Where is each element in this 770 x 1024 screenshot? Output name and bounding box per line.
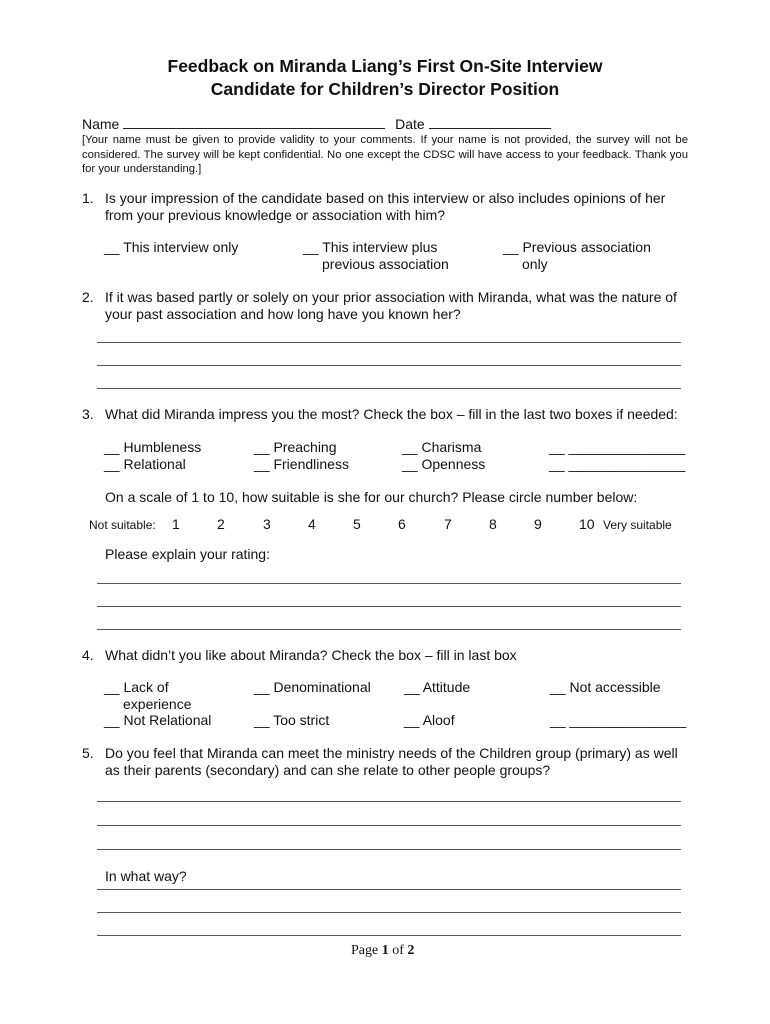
q3-option-relational[interactable]: __ Relational: [104, 456, 186, 472]
scale-option[interactable]: 8: [489, 516, 497, 532]
q2-text-line-2: your past association and how long have you known her?: [105, 306, 461, 322]
q3-option-preaching[interactable]: __ Preaching: [254, 439, 337, 455]
q4-option-aloof[interactable]: __ Aloof: [404, 712, 455, 728]
q4-option-blank[interactable]: __ _______________: [550, 712, 687, 728]
page-word: Page: [351, 943, 379, 958]
scale-option[interactable]: 4: [308, 516, 316, 532]
q4-option-not-relational[interactable]: __ Not Relational: [104, 712, 212, 728]
title-line-1: Feedback on Miranda Liang’s First On-Site Interview: [167, 56, 603, 76]
of-word: of: [392, 943, 404, 958]
name-label: Name: [82, 116, 120, 132]
q5-number: 5.: [82, 745, 94, 761]
q2-text-line-1: If it was based partly or solely on your prior association with Miranda, what was the nature of: [105, 289, 677, 305]
q3-option-blank-2[interactable]: __ _______________: [549, 456, 686, 472]
name-field[interactable]: [123, 128, 385, 129]
q1-option-interview-only[interactable]: __ This interview only: [104, 239, 239, 255]
q3-option-charisma[interactable]: __ Charisma: [402, 439, 482, 455]
q5-answer-line[interactable]: [97, 801, 681, 802]
q1-text-line-1: Is your impression of the candidate based on this interview or also includes opinions of her: [105, 190, 666, 206]
q1-option-interview-plus[interactable]: __ This interview plus: [303, 239, 438, 255]
q3-explain-label: Please explain your rating:: [105, 546, 270, 562]
q4-option-attitude[interactable]: __ Attitude: [404, 679, 471, 695]
q1-option-interview-plus-cont: previous association: [322, 256, 449, 272]
q4-text: What didn’t you like about Miranda? Check the box – fill in last box: [105, 647, 517, 663]
scale-option[interactable]: 6: [398, 516, 406, 532]
q4-option-lack-cont: experience: [123, 696, 192, 712]
q4-option-denominational[interactable]: __ Denominational: [254, 679, 371, 695]
scale-very-suitable-label: Very suitable: [603, 518, 672, 532]
q5-text-line-1: Do you feel that Miranda can meet the ministry needs of the Children group (primary) as well: [105, 745, 678, 761]
date-field[interactable]: [429, 128, 551, 129]
title-line-2: Candidate for Children’s Director Position: [210, 79, 560, 99]
q4-number: 4.: [82, 647, 94, 663]
q1-number: 1.: [82, 190, 94, 206]
q3-scale-prompt: On a scale of 1 to 10, how suitable is she for our church? Please circle number below:: [105, 489, 638, 505]
q5-in-what-way-label: In what way?: [105, 868, 187, 884]
q1-text-line-2: from your previous knowledge or association with him?: [105, 207, 446, 223]
q3-answer-line[interactable]: [97, 583, 681, 584]
q3-option-humbleness[interactable]: __ Humbleness: [104, 439, 202, 455]
page-number: 1: [381, 943, 389, 958]
date-label: Date: [395, 116, 425, 132]
q5-text-line-2: as their parents (secondary) and can she relate to other people groups?: [105, 762, 551, 778]
page-footer: [351, 943, 414, 959]
scale-option[interactable]: 10: [579, 516, 595, 532]
scale-option[interactable]: 2: [217, 516, 225, 532]
q5-way-answer-line[interactable]: [97, 935, 681, 936]
scale-option[interactable]: 5: [353, 516, 361, 532]
q5-way-answer-line[interactable]: [97, 912, 681, 913]
q3-answer-line[interactable]: [97, 606, 681, 607]
q5-way-answer-line[interactable]: [97, 889, 681, 890]
scale-option[interactable]: 1: [172, 516, 180, 532]
q2-answer-line[interactable]: [97, 388, 681, 389]
name-row: [82, 116, 551, 132]
scale-option[interactable]: 7: [444, 516, 452, 532]
q1-option-previous-cont: only: [522, 256, 548, 272]
q3-option-openness[interactable]: __ Openness: [402, 456, 486, 472]
scale-not-suitable-label: Not suitable:: [89, 518, 156, 532]
q4-option-lack-of-experience[interactable]: __ Lack of: [104, 679, 169, 695]
scale-option[interactable]: 9: [534, 516, 542, 532]
q3-option-friendliness[interactable]: __ Friendliness: [254, 456, 349, 472]
confidentiality-notice: [Your name must be given to provide validity to your comments. If your name is not provided, the survey will not be considered. The survey will be kept confidential. No one except the CDSC will have access to your feedback. Thank you for your understanding.]: [82, 134, 688, 175]
q4-option-too-strict[interactable]: __ Too strict: [254, 712, 330, 728]
q3-number: 3.: [82, 406, 94, 422]
scale-option[interactable]: 3: [263, 516, 271, 532]
q3-option-blank-1[interactable]: __ _______________: [549, 439, 686, 455]
q4-option-not-accessible[interactable]: __ Not accessible: [550, 679, 661, 695]
q5-answer-line[interactable]: [97, 825, 681, 826]
q3-text: What did Miranda impress you the most? Check the box – fill in the last two boxes if needed:: [105, 406, 678, 422]
q2-answer-line[interactable]: [97, 365, 681, 366]
q2-number: 2.: [82, 289, 94, 305]
q2-answer-line[interactable]: [97, 342, 681, 343]
page-total: 2: [407, 943, 415, 958]
q1-option-previous[interactable]: __ Previous association: [503, 239, 651, 255]
q5-answer-line[interactable]: [97, 849, 681, 850]
q3-answer-line[interactable]: [97, 629, 681, 630]
